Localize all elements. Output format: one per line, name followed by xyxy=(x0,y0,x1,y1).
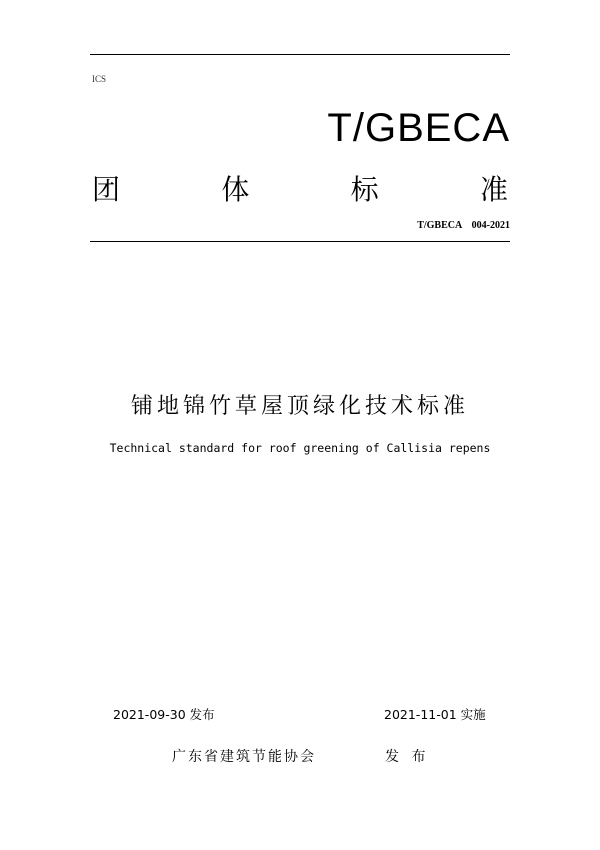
document-title-en: Technical standard for roof greening of Callisia repens xyxy=(109,441,491,455)
document-title-zh: 铺地锦竹草屋顶绿化技术标准 xyxy=(130,394,469,419)
standard-number: T/GBECA 004-2021 xyxy=(417,220,510,231)
top-rule xyxy=(90,54,510,55)
ics-label: ICS xyxy=(92,74,107,84)
standard-brand: T/GBECA xyxy=(327,106,510,150)
issuing-organization: 广东省建筑节能协会 xyxy=(172,749,316,765)
implement-date: 2021-11-01 实施 xyxy=(384,707,486,722)
publish-date: 2021-09-30 发布 xyxy=(113,707,215,722)
standard-type-char: 团 xyxy=(92,173,121,206)
standard-type-char: 标 xyxy=(350,173,379,206)
standard-type xyxy=(92,172,508,208)
standard-type-char: 体 xyxy=(221,173,250,206)
standard-type-char: 准 xyxy=(479,173,508,206)
issue-action: 发 布 xyxy=(385,749,430,765)
header-divider xyxy=(90,241,510,242)
